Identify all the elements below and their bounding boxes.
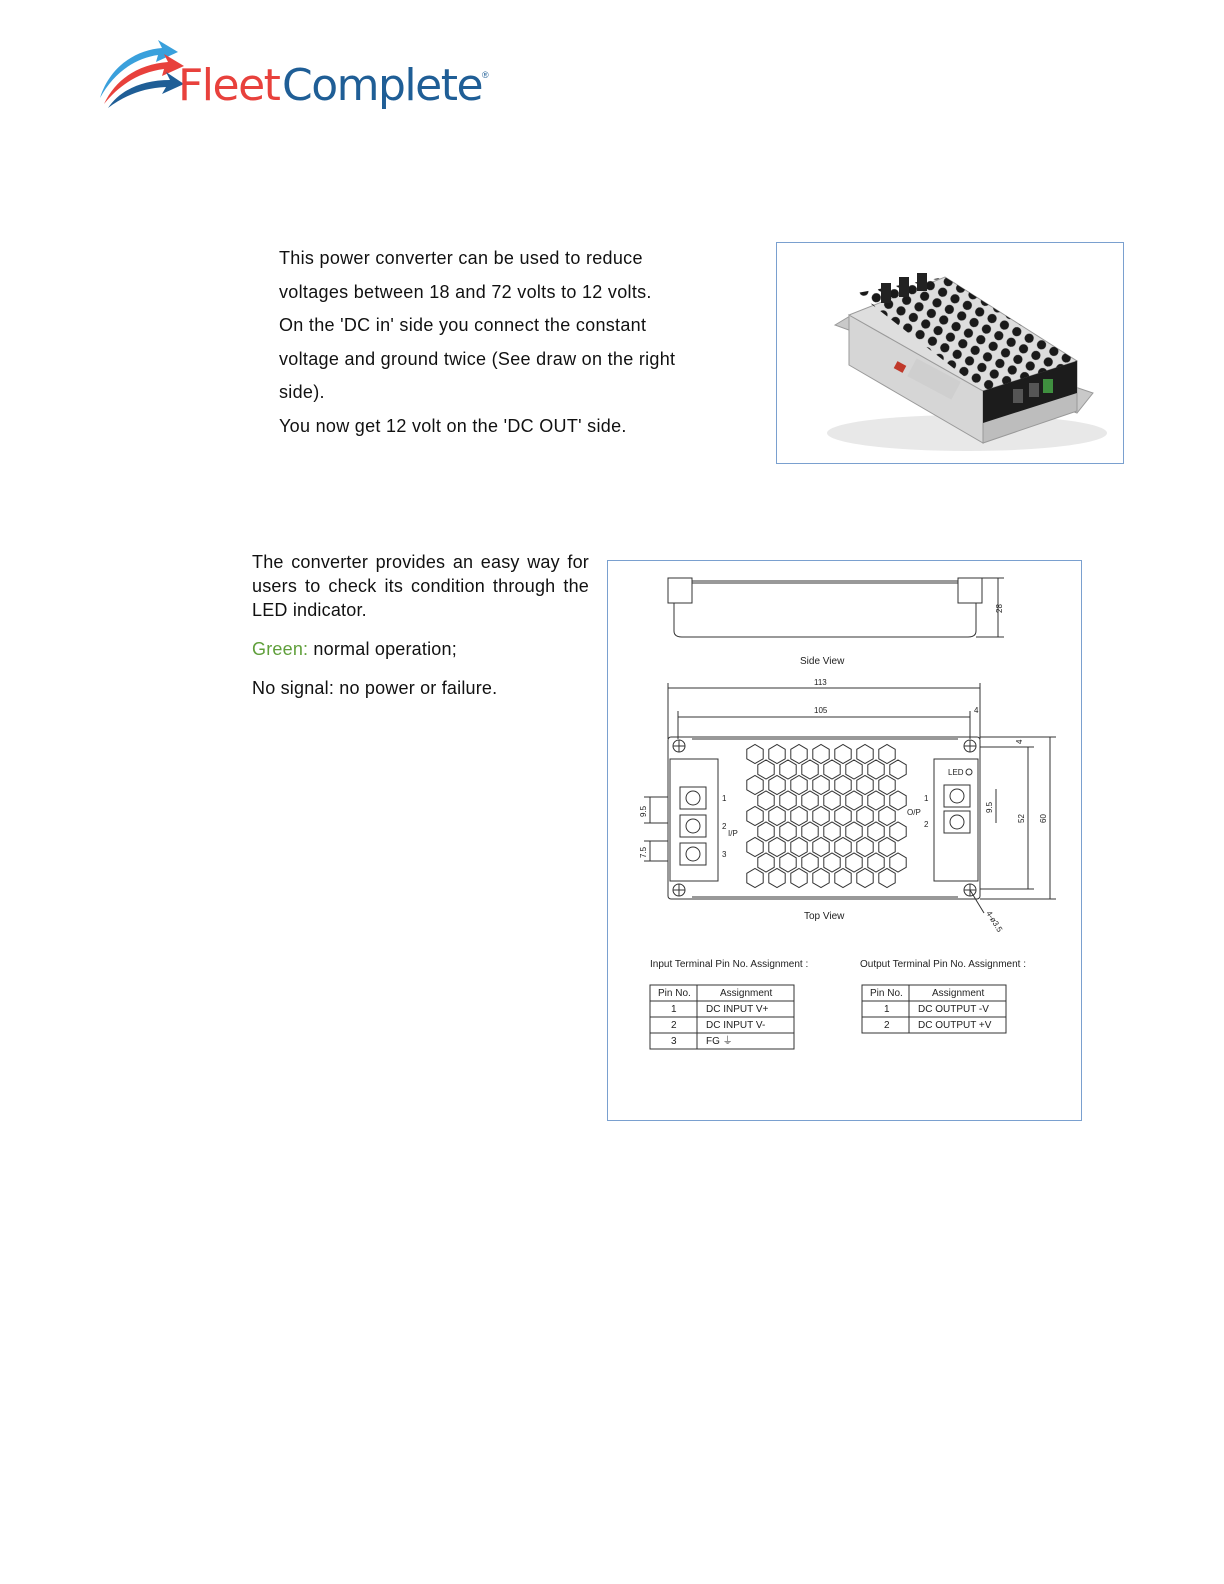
- vent-hole-icon: [824, 791, 840, 810]
- vent-hole-icon: [890, 853, 906, 872]
- in-pin-2: 2: [722, 822, 727, 831]
- nosignal-label: No signal:: [252, 678, 335, 698]
- logo-arrows-icon: [96, 36, 186, 116]
- vent-hole-icon: [747, 869, 763, 888]
- power-converter-image: [777, 243, 1122, 462]
- vent-hole-icon: [835, 869, 851, 888]
- table-cell: FG ⏚: [706, 1036, 733, 1047]
- dim-offset-in: 7.5: [639, 846, 648, 858]
- dim-height-side: 28: [995, 604, 1004, 613]
- vent-hole-icon: [857, 745, 873, 764]
- vent-hole-icon: [791, 745, 807, 764]
- led-indicator-term: LED indicator: [252, 600, 362, 620]
- intro-paragraph: [279, 242, 749, 443]
- registered-mark: ®: [482, 70, 489, 80]
- vent-hole-icon: [758, 791, 774, 810]
- converter-photo: [776, 242, 1124, 464]
- dim-overall-length: 113: [814, 678, 827, 687]
- vent-hole-icon: [758, 822, 774, 841]
- vent-hole-icon: [758, 760, 774, 779]
- vent-hole-icon: [824, 822, 840, 841]
- vent-hole-icon: [835, 776, 851, 795]
- intro-line: voltage and ground twice (See draw on the right: [279, 348, 676, 369]
- vent-hole-icon: [780, 760, 796, 779]
- vent-hole-icon: [868, 791, 884, 810]
- vent-hole-icon: [769, 745, 785, 764]
- dim-pitch-out: 9.5: [985, 801, 994, 813]
- dim-top-edge: 4: [1015, 739, 1024, 744]
- vent-hole-icon: [802, 760, 818, 779]
- top-view: [668, 737, 980, 922]
- in-pin-1: 1: [722, 794, 727, 803]
- vent-hole-icon: [879, 745, 895, 764]
- vent-hole-icon: [857, 869, 873, 888]
- vent-hole-icon: [747, 776, 763, 795]
- vent-hole-icon: [868, 853, 884, 872]
- logo-fleet-text: Fleet: [178, 60, 280, 111]
- vent-hole-icon: [879, 838, 895, 857]
- vent-hole-icon: [791, 776, 807, 795]
- vent-hole-icon: [835, 838, 851, 857]
- vent-hole-icon: [791, 807, 807, 826]
- vent-hole-icon: [802, 791, 818, 810]
- table-cell: DC OUTPUT -V: [918, 1004, 989, 1015]
- vent-hole-icon: [813, 869, 829, 888]
- vent-hole-icon: [802, 853, 818, 872]
- led-label: LED: [948, 768, 964, 777]
- table-cell: 2: [671, 1020, 677, 1031]
- intro-line: On the 'DC in' side you connect the constant: [279, 315, 647, 335]
- dim-hole: 4-ø3.5: [984, 909, 1005, 934]
- output-header-assignment: Assignment: [932, 988, 985, 999]
- green-label: Green:: [252, 639, 309, 659]
- vent-hole-icon: [868, 760, 884, 779]
- output-table-title: Output Terminal Pin No. Assignment :: [860, 959, 1027, 970]
- intro-line: You now get 12 volt on the 'DC OUT' side.: [279, 415, 627, 436]
- input-table-title: Input Terminal Pin No. Assignment :: [650, 959, 809, 970]
- dim-width-inner: 52: [1017, 814, 1026, 823]
- vent-hole-icon: [769, 838, 785, 857]
- vent-hole-icon: [857, 807, 873, 826]
- led-indicator-icon: [966, 769, 972, 775]
- side-view: [668, 578, 1004, 667]
- input-label: I/P: [728, 829, 738, 838]
- vent-hole-icon: [813, 807, 829, 826]
- side-view-label: Side View: [800, 656, 845, 667]
- nosignal-text: no power or failure.: [334, 678, 498, 698]
- dim-pitch-in: 9.5: [639, 805, 648, 817]
- mechanical-diagram: [607, 560, 1082, 1121]
- vent-hole-icon: [890, 822, 906, 841]
- dim-edge: 4: [974, 706, 979, 715]
- vent-hole-icon: [890, 760, 906, 779]
- vent-hole-icon: [835, 745, 851, 764]
- vent-hole-icon: [857, 838, 873, 857]
- vent-hole-icon: [846, 822, 862, 841]
- vent-hole-icon: [846, 853, 862, 872]
- vent-hole-icon: [780, 791, 796, 810]
- led-paragraph: [252, 550, 589, 700]
- output-header-pin: Pin No.: [870, 988, 903, 999]
- table-cell: 1: [671, 1004, 677, 1015]
- vent-hex-grid: [747, 745, 906, 888]
- vent-hole-icon: [747, 745, 763, 764]
- out-pin-1: 1: [924, 794, 929, 803]
- vent-hole-icon: [846, 760, 862, 779]
- vent-hole-icon: [747, 807, 763, 826]
- green-status-line: [252, 637, 589, 661]
- vent-hole-icon: [780, 822, 796, 841]
- vent-hole-icon: [769, 776, 785, 795]
- vent-hole-icon: [879, 807, 895, 826]
- out-pin-2: 2: [924, 820, 929, 829]
- input-header-assignment: Assignment: [720, 988, 773, 999]
- vent-hole-icon: [791, 869, 807, 888]
- vent-hole-icon: [791, 838, 807, 857]
- vent-hole-icon: [780, 853, 796, 872]
- vent-hole-icon: [813, 745, 829, 764]
- vent-hole-icon: [747, 838, 763, 857]
- green-text: normal operation;: [308, 639, 457, 659]
- nosignal-status-line: [252, 676, 589, 700]
- table-cell: 2: [884, 1020, 890, 1031]
- table-cell: 1: [884, 1004, 890, 1015]
- company-logo: [96, 36, 496, 116]
- in-pin-3: 3: [722, 850, 727, 859]
- vent-hole-icon: [802, 822, 818, 841]
- dim-width-total: 60: [1039, 814, 1048, 823]
- top-view-label: Top View: [804, 911, 845, 922]
- vent-hole-icon: [890, 791, 906, 810]
- vent-hole-icon: [846, 791, 862, 810]
- input-header-pin: Pin No.: [658, 988, 691, 999]
- vent-hole-icon: [813, 776, 829, 795]
- period: .: [361, 600, 367, 620]
- output-label: O/P: [907, 808, 921, 817]
- led-intro-text: The converter provides an easy way for users to check its condition through the: [252, 552, 589, 596]
- dim-inner-length: 105: [814, 706, 828, 715]
- vent-hole-icon: [769, 807, 785, 826]
- vent-hole-icon: [813, 838, 829, 857]
- table-cell: 3: [671, 1036, 677, 1047]
- intro-line: voltages between 18 and 72 volts to 12 volts.: [279, 281, 652, 302]
- intro-line: This power converter can be used to reduce: [279, 248, 643, 268]
- logo-complete-text: Complete: [282, 60, 483, 111]
- vent-hole-icon: [769, 869, 785, 888]
- vent-hole-icon: [879, 776, 895, 795]
- led-intro: [252, 550, 589, 622]
- table-cell: DC OUTPUT +V: [918, 1020, 992, 1031]
- input-terminal-table: [650, 985, 794, 1049]
- vent-hole-icon: [868, 822, 884, 841]
- vent-hole-icon: [824, 853, 840, 872]
- table-cell: DC INPUT V-: [706, 1020, 766, 1031]
- output-terminal-table: [862, 985, 1006, 1033]
- vent-hole-icon: [824, 760, 840, 779]
- vent-hole-icon: [857, 776, 873, 795]
- intro-line: side).: [279, 382, 325, 402]
- vent-hole-icon: [879, 869, 895, 888]
- vent-hole-icon: [758, 853, 774, 872]
- vent-hole-icon: [835, 807, 851, 826]
- table-cell: DC INPUT V+: [706, 1004, 769, 1015]
- dimension-drawing: [608, 561, 1080, 1119]
